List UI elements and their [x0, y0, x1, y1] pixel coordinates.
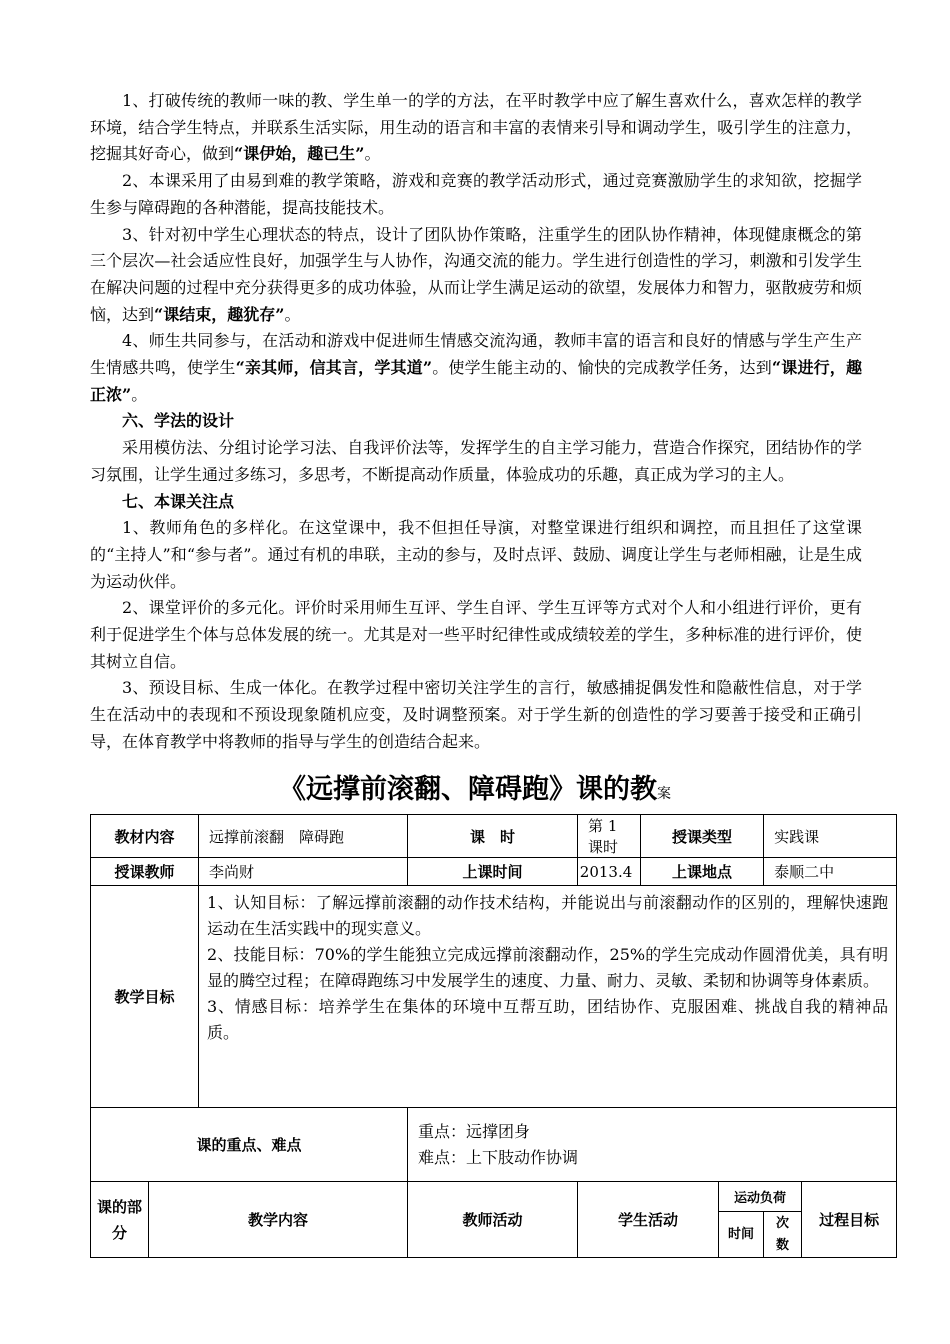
section-heading-6: 六、学法的设计 [122, 411, 235, 431]
header-part: 课的部分 [91, 1182, 149, 1258]
key-point: 重点：远撑团身 [418, 1121, 531, 1141]
paragraph-8: 3、预设目标、生成一体化。在教学过程中密切关注学生的言行，敏感捕捉偶发性和隐蔽性信息，对于学生在活动中的表现和不预设现象随机应变，及时调整预案。对于学生新的创造性的学习要善于接受和正确引导，在体育教学中将教师的指导与学生的创造结合起来。 [90, 678, 862, 751]
cell-value: 第 1 课时 [578, 815, 641, 858]
header-goal: 过程目标 [802, 1182, 897, 1258]
goal-item: 2、技能目标：70%的学生能独立完成远撑前滚翻动作，25%的学生完成动作圆滑优美，具有明显的腾空过程；在障碍跑练习中发展学生的速度、力量、耐力、灵敏、柔韧和协调等身体素质。 [207, 945, 889, 990]
paragraph-5: 采用模仿法、分组讨论学习法、自我评价法等，发挥学生的自主学习能力，营造合作探究，团结协作的学习氛围，让学生通过多练习，多思考，不断提高动作质量，体验成功的乐趣，真正成为学习的主人。 [90, 438, 862, 484]
cell-value: 李尚财 [199, 858, 408, 886]
cell-label: 课 时 [408, 815, 578, 858]
cell-value: 2013.4 [578, 858, 641, 886]
emphasis: “亲其师，信其言，学其道” [235, 358, 433, 378]
key-difficulty-cell [408, 1108, 897, 1182]
cell-label: 授课类型 [641, 815, 764, 858]
document-body [90, 88, 862, 756]
paragraph-3: 3、针对初中学生心理状态的特点，设计了团队协作策略，注重学生的团队协作精神，体现健康概念的第三个层次—社会适应性良好，加强学生与人协作，沟通交流的能力。学生进行创造性的学习，刺激和引发学生在解决问题的过程中充分获得更多的成功体验，从而让学生满足运动的欲望，发展体力和智力，驱散疲劳和烦恼，达到“课结束，趣犹存”。 [90, 224, 862, 324]
paragraph-6: 1、教师角色的多样化。在这堂课中，我不但担任导演，对整堂课进行组织和调控，而且担任了这堂课的“主持人”和“参与者”。通过有机的串联，主动的参与，及时点评、鼓励、调度让学生与老师相融，让是生成为运动伙伴。 [90, 518, 862, 591]
goals-cell [199, 886, 897, 1108]
goals-label: 教学目标 [91, 886, 199, 1108]
header-teacher: 教师活动 [408, 1182, 578, 1258]
paragraph-7: 2、课堂评价的多元化。评价时采用师生互评、学生自评、学生互评等方式对个人和小组进行评价，更有利于促进学生个体与总体发展的统一。尤其是对一些平时纪律性或成绩较差的学生，多种标准的进行评价，使其树立自信。 [90, 598, 862, 671]
goal-item: 3、情感目标：培养学生在集体的环境中互帮互助，团结协作、克服困难、挑战自我的精神品质。 [207, 997, 889, 1042]
header-load: 运动负荷 [719, 1182, 802, 1212]
cell-value: 实践课 [764, 815, 897, 858]
paragraph-2: 2、本课采用了由易到难的教学策略，游戏和竞赛的教学活动形式，通过竞赛激励学生的求知欲，挖掘学生参与障碍跑的各种潜能，提高技能技术。 [90, 171, 862, 217]
table-row [91, 886, 897, 1108]
table-row [91, 1108, 897, 1182]
section-heading-7: 七、本课关注点 [122, 491, 235, 511]
paragraph-4: 4、师生共同参与，在活动和游戏中促进师生情感交流沟通，教师丰富的语言和良好的情感与学生产生产生情感共鸣，使学生“亲其师，信其言，学其道”。使学生能主动的、愉快的完成教学任务，达到“课进行，趣正浓”。 [90, 331, 862, 404]
emphasis: “课伊始，趣已生” [234, 144, 365, 164]
cell-label: 上课时间 [408, 858, 578, 886]
cell-label: 教材内容 [91, 815, 199, 858]
header-count: 次数 [764, 1212, 802, 1258]
key-difficulty-label: 课的重点、难点 [91, 1108, 408, 1182]
difficulty-point: 难点：上下肢动作协调 [418, 1147, 579, 1167]
cell-value: 远撑前滚翻 障碍跑 [199, 815, 408, 858]
cell-value: 泰顺二中 [764, 858, 897, 886]
paragraph-1: 1、打破传统的教师一味的教、学生单一的学的方法，在平时教学中应了解生喜欢什么，喜欢怎样的教学环境，结合学生特点，并联系生活实际，用生动的语言和丰富的表情来引导和调动学生，吸引学生的注意力，挖掘其好奇心，做到“课伊始，趣已生”。 [90, 91, 862, 164]
goal-item: 1、认知目标：了解远撑前滚翻的动作技术结构，并能说出与前滚翻动作的区别的，理解快速跑运动在生活实践中的现实意义。 [207, 893, 889, 938]
table-header-row [91, 1182, 897, 1212]
cell-label: 上课地点 [641, 858, 764, 886]
emphasis: “课进行，趣正浓” [90, 358, 862, 404]
table-row [91, 815, 897, 858]
table-row [91, 858, 897, 886]
cell-label: 授课教师 [91, 858, 199, 886]
emphasis: “课结束，趣犹存” [154, 304, 285, 324]
lesson-plan-title: 《远撑前滚翻、障碍跑》课的教案 [279, 774, 671, 805]
lesson-plan-table [90, 814, 897, 1258]
header-student: 学生活动 [578, 1182, 719, 1258]
header-content: 教学内容 [149, 1182, 408, 1258]
header-time: 时间 [719, 1212, 764, 1258]
